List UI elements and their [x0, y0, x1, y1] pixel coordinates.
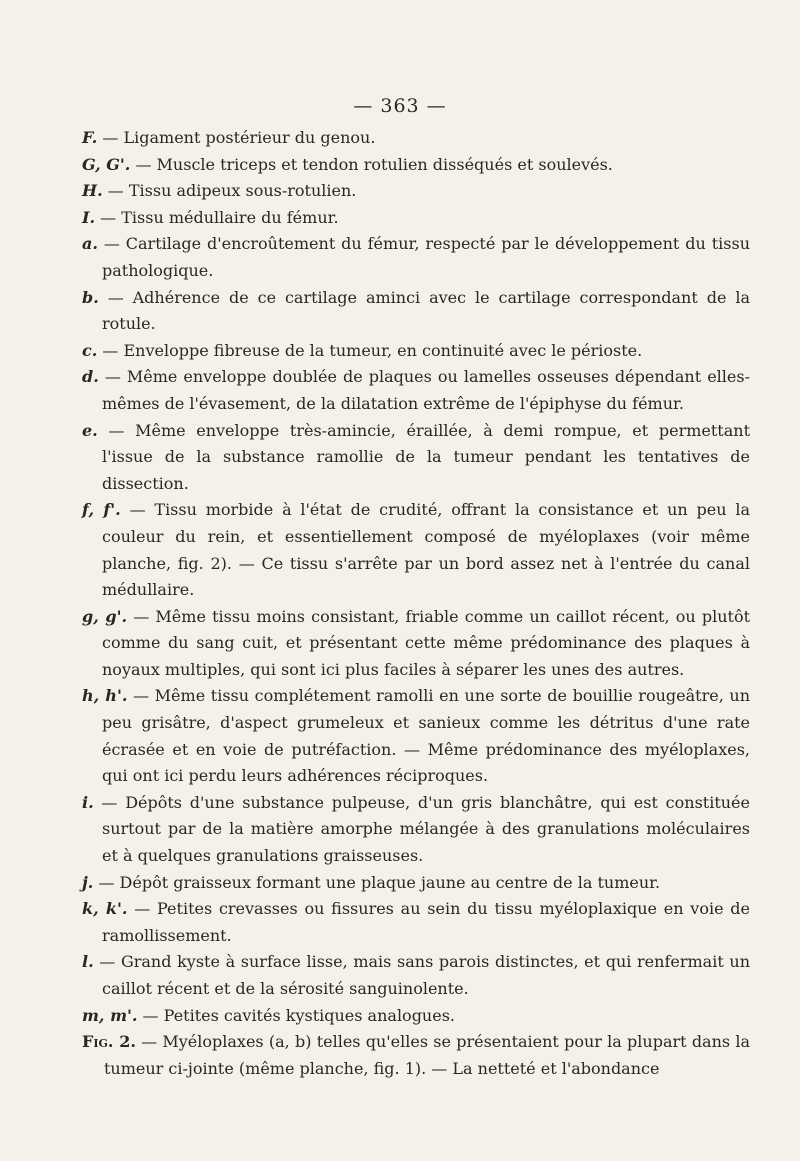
legend-entry [82, 949, 750, 1002]
legend-description: — Enveloppe fibreuse de la tumeur, en continuité avec le périoste. [97, 340, 643, 360]
legend-entry [82, 364, 750, 417]
legend-entry [82, 896, 750, 949]
legend-description: — Même enveloppe très-amincie, éraillée, à demi rompue, et permettant l'issue de la substance ramollie de la tumeur pendant les tentatives de dissection. [97, 420, 750, 493]
legend-description: — Même tissu complétement ramolli en une sorte de bouillie rougeâtre, un peu grisâtre, d'aspect grumeleux et sanieux comme les détritus d'une rate écrasée et en voie de putréfaction. — Même prédominance des myéloplaxes, qui ont ici perdu leurs adhérences réciproques. [102, 686, 751, 786]
legend-mark: F. [82, 128, 98, 147]
legend-description: — Petites crevasses ou fissures au sein du tissu myéloplaxique en voie de ramollissement. [102, 899, 751, 945]
legend-entry [82, 497, 750, 603]
legend-entry [82, 683, 750, 789]
legend-mark: k, k'. [82, 899, 128, 919]
legend-mark: h, h'. [82, 686, 128, 706]
legend-mark: b. [82, 287, 99, 307]
legend-mark: i. [82, 792, 94, 812]
legend-mark: I. [82, 207, 96, 227]
legend-entry [82, 604, 750, 684]
legend-text [82, 125, 750, 1082]
page-number: — 363 — [353, 95, 447, 117]
legend-mark: f, f'. [82, 500, 121, 520]
legend-description: — Dépôts d'une substance pulpeuse, d'un gris blanchâtre, qui est constituée surtout par de la matière amorphe mélangée à des granulations moléculaires et à quelques granulations graisseuses. [93, 792, 750, 866]
legend-description: — Grand kyste à surface lisse, mais sans parois distinctes, et qui renfermait un caillot récent et de la sérosité sanguinolente. [93, 952, 750, 998]
legend-description: — Cartilage d'encroûtement du fémur, respecté par le développement du tissu pathologique. [97, 234, 750, 280]
legend-description: — Tissu adipeux sous-rotulien. [102, 181, 357, 201]
legend-description: — Tissu médullaire du fémur. [95, 207, 339, 227]
legend-entry [82, 418, 750, 498]
legend-description: — Adhérence de ce cartilage aminci avec le cartilage correspondant de la rotule. [98, 287, 750, 334]
legend-mark: d. [82, 367, 99, 387]
legend-mark: a. [82, 234, 98, 254]
legend-mark: j. [82, 872, 94, 892]
legend-entry [82, 1003, 750, 1030]
legend-description: — Même tissu moins consistant, friable comme un caillot récent, ou plutôt comme du sang cuit, et présentant cette même prédominance des plaques à noyaux multiples, qui sont ici plus faciles à séparer les unes des autres. [102, 606, 751, 679]
legend-mark: e. [82, 420, 98, 440]
legend-mark: H. [82, 181, 103, 201]
figure-text: — Myéloplaxes (a, b) telles qu'elles se présentaient pour la plupart dans la tumeur ci-jointe (même planche, fig. 1). — La netteté et l'abondance [104, 1032, 751, 1078]
legend-entry [82, 231, 750, 284]
legend-description: — Même enveloppe doublée de plaques ou lamelles osseuses dépendant elles-mêmes de l'évasement, de la dilatation extrême de l'épiphyse du fémur. [98, 367, 750, 413]
legend-description: — Tissu morbide à l'état de crudité, offrant la consistance et un peu la couleur du rein, et essentiellement composé de myéloplaxes (voir même planche, fig. 2). — Ce tissu s'arrête par un bord assez net à l'entrée du canal médullaire. [102, 500, 751, 600]
legend-mark: m, m'. [82, 1005, 138, 1025]
legend-mark: c. [82, 340, 98, 360]
legend-entry [82, 205, 750, 232]
legend-entry [82, 152, 750, 179]
legend-entry [82, 178, 750, 205]
legend-entry [82, 338, 750, 365]
legend-description: — Petites cavités kystiques analogues. [137, 1005, 455, 1025]
legend-mark: G, G'. [82, 154, 131, 174]
legend-mark: g, g'. [82, 606, 128, 626]
figure-label: Fig. 2. [82, 1032, 136, 1052]
legend-entry [82, 870, 750, 897]
legend-mark: l. [82, 952, 94, 972]
legend-description: — Dépôt graisseux formant une plaque jaune au centre de la tumeur. [93, 872, 661, 892]
legend-entry [82, 790, 750, 870]
legend-description: — Muscle triceps et tendon rotulien disséqués et soulevés. [130, 154, 613, 174]
figure-caption [82, 1029, 751, 1082]
legend-entry [82, 125, 750, 152]
legend-entry [82, 285, 750, 338]
legend-description: — Ligament postérieur du genou. [97, 128, 376, 147]
